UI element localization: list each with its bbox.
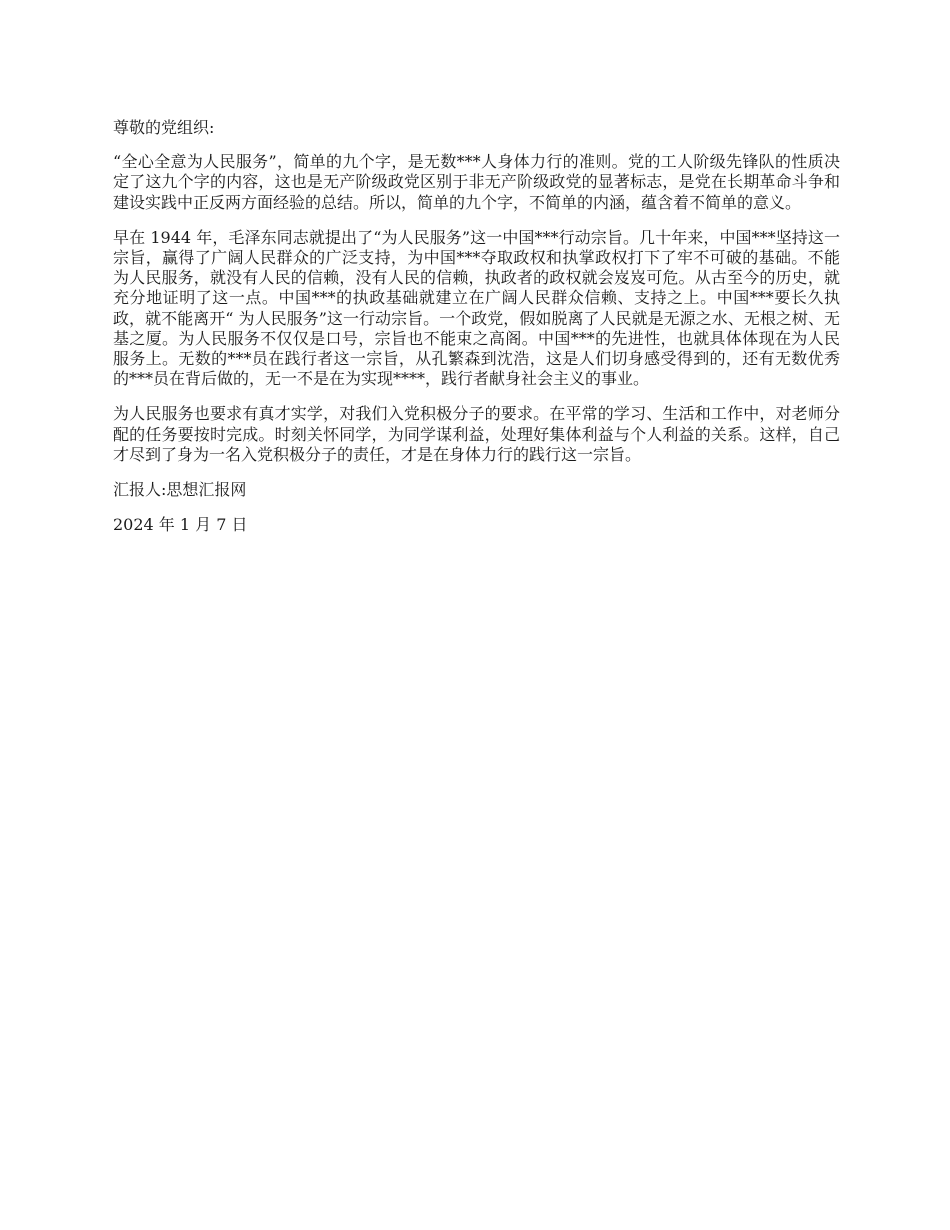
paragraph-1: “全心全意为人民服务”，简单的九个字，是无数***人身体力行的准则。党的工人阶级先锋队的性质决定了这九个字的内容，这也是无产阶级政党区别于非无产阶级政党的显著标志，是党在长期革命斗争和建设实践中正反两方面经验的总结。所以，简单的九个字，不简单的内涵，蕴含着不简单的意义。 — [113, 152, 840, 212]
paragraph-3: 为人民服务也要求有真才实学，对我们入党积极分子的要求。在平常的学习、生活和工作中，对老师分配的任务要按时完成。时刻关怀同学，为同学谋利益，处理好集体利益与个人利益的关系。这样，自己才尽到了身为一名入党积极分子的责任，才是在身体力行的践行这一宗旨。 — [113, 404, 840, 464]
report-date: 2024 年 1 月 7 日 — [113, 515, 248, 535]
paragraph-2: 早在 1944 年，毛泽东同志就提出了“为人民服务”这一中国***行动宗旨。几十年来，中国***坚持这一宗旨，赢得了广阔人民群众的广泛支持，为中国***夺取政权和执掌政权打下了牢不可破的基础。不能为人民服务，就没有人民的信赖，没有人民的信赖，执政者的政权就会岌岌可危。从古至今的历史，就充分地证明了这一点。中国***的执政基础就建立在广阔人民群众信赖、支持之上。中国***要长久执政，就不能离开“ 为人民服务”这一行动宗旨。一个政党，假如脱离了人民就是无源之水、无根之树、无基之厦。为人民服务不仅仅是口号，宗旨也不能束之高阁。中国***的先进性，也就具体体现在为人民服务上。无数的***员在践行者这一宗旨，从孔繁森到沈浩，这是人们切身感受得到的，还有无数优秀的***员在背后做的，无一不是在为实现****，践行者献身社会主义的事业。 — [113, 227, 840, 389]
document-body — [113, 118, 840, 550]
reporter-signature: 汇报人:思想汇报网 — [113, 480, 247, 500]
greeting: 尊敬的党组织: — [113, 118, 215, 137]
